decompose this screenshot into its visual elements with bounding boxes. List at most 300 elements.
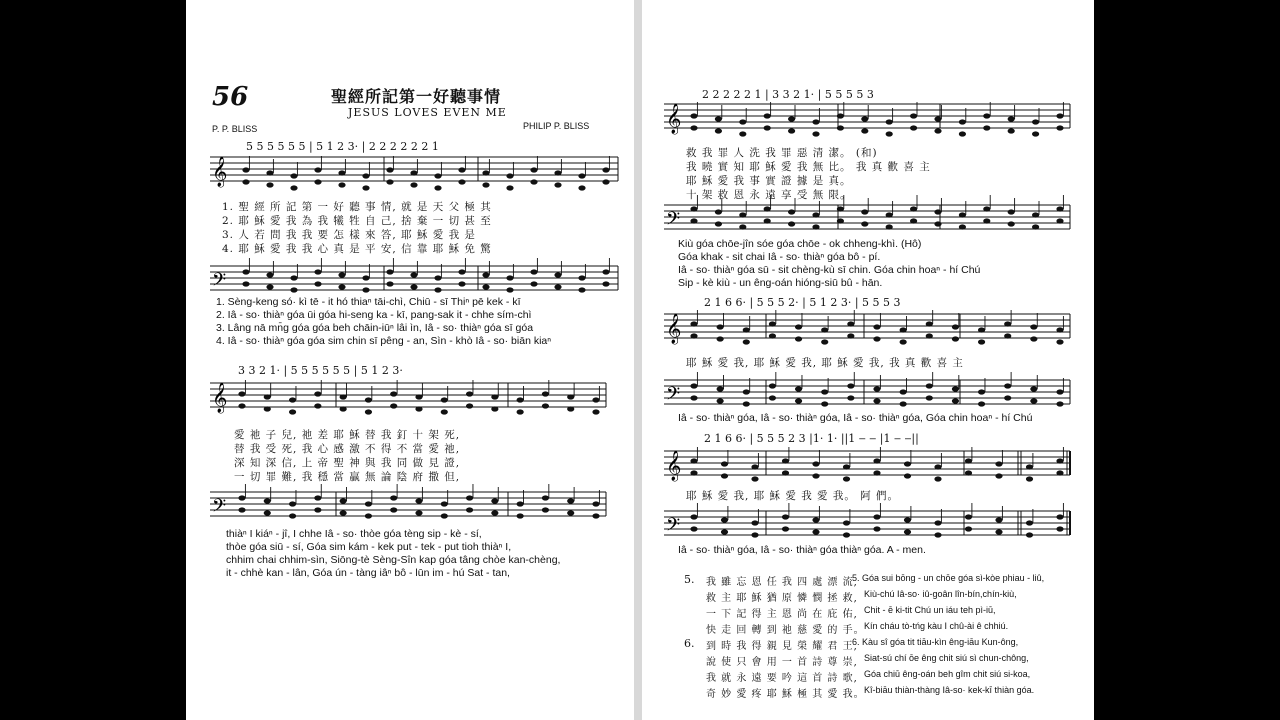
note-head	[1056, 389, 1063, 394]
note-head	[788, 128, 795, 133]
note-head	[751, 476, 758, 481]
bass-clef-icon-4: 𝄢	[666, 384, 681, 409]
note-head	[542, 495, 549, 500]
note-head	[837, 206, 844, 211]
system1-numbers: 5 5 5 5 5 5 | 5 1 2 3· | 2 2 2 2 2 2 1	[246, 140, 439, 153]
note-head	[365, 409, 372, 414]
note-head	[602, 281, 609, 286]
note-head	[289, 397, 296, 402]
system1-chinese-2: 2. 耶 穌 愛 我 為 我 犧 牲 自 己, 捨 棄 一 切 甚 至	[222, 215, 492, 227]
note-head	[314, 507, 321, 512]
bass-clef-icon-5: 𝄢	[666, 515, 681, 540]
note-head	[386, 167, 393, 172]
system3-numbers: 2 2 2 2 2 1 | 3 3 2 1· | 5 5 5 5 3	[702, 88, 874, 101]
note-head	[690, 458, 697, 463]
note-head	[690, 383, 697, 388]
note-head	[365, 501, 372, 506]
note-head	[242, 269, 249, 274]
note-head	[861, 209, 868, 214]
note-head	[837, 218, 844, 223]
note-head	[338, 170, 345, 175]
note-head	[769, 321, 776, 326]
note-head	[338, 182, 345, 187]
treble-clef-icon-2: 𝄞	[212, 383, 228, 413]
note-head	[743, 339, 750, 344]
note-head	[904, 473, 911, 478]
note-head	[952, 398, 959, 403]
system3-chinese-2: 我 曉 實 知 耶 穌 愛 我 無 比。 我 真 歡 喜 主	[686, 161, 931, 173]
note-head	[782, 526, 789, 531]
note-head	[1032, 119, 1039, 124]
note-head	[995, 529, 1002, 534]
note-head	[904, 461, 911, 466]
note-head	[886, 119, 893, 124]
note-head	[873, 336, 880, 341]
verse6-chinese-1: 到 時 我 得 親 見 榮 耀 君 王,	[706, 641, 858, 652]
note-head	[910, 113, 917, 118]
note-head	[861, 116, 868, 121]
note-head	[458, 179, 465, 184]
note-head	[314, 269, 321, 274]
note-head	[567, 394, 574, 399]
note-head	[1056, 458, 1063, 463]
note-head	[873, 386, 880, 391]
note-head	[690, 321, 697, 326]
note-head	[491, 510, 498, 515]
note-head	[567, 406, 574, 411]
system2-chinese-4: 一 切 罪 難, 我 穩 當 贏 無 論 陰 府 撒 但,	[234, 471, 461, 483]
note-head	[788, 209, 795, 214]
note-head	[812, 461, 819, 466]
left-staves	[186, 0, 634, 720]
bass-clef-icon: 𝄢	[212, 270, 227, 295]
note-head	[769, 383, 776, 388]
note-head	[266, 284, 273, 289]
verse6-roman-3: Góa chiū êng-oán beh gîm chit siú si-koa,	[864, 669, 1031, 679]
note-head	[690, 125, 697, 130]
note-head	[466, 391, 473, 396]
verse6-roman-4: Kî-biāu thiàn-thàng Iâ-so· kek-kī thiàn góa.	[864, 685, 1035, 695]
hymn-title-chinese: 聖經所記第一好聽事情	[331, 87, 502, 106]
note-head	[847, 321, 854, 326]
note-head	[466, 507, 473, 512]
note-head	[1056, 526, 1063, 531]
note-head	[592, 397, 599, 402]
note-head	[517, 501, 524, 506]
note-head	[721, 529, 728, 534]
note-head	[690, 395, 697, 400]
note-head	[764, 218, 771, 223]
note-head	[592, 513, 599, 518]
note-head	[1026, 476, 1033, 481]
verse5-number: 5.	[684, 573, 695, 586]
note-head	[843, 520, 850, 525]
note-head	[410, 284, 417, 289]
note-head	[983, 113, 990, 118]
note-head	[491, 394, 498, 399]
note-head	[340, 498, 347, 503]
note-head	[390, 495, 397, 500]
system1-chinese-4: 4. 耶 穌 愛 我 我 心 真 是 平 安, 信 靠 耶 穌 免 驚	[222, 243, 492, 255]
note-head	[690, 526, 697, 531]
note-head	[873, 458, 880, 463]
note-head	[812, 119, 819, 124]
note-head	[578, 173, 585, 178]
note-head	[415, 394, 422, 399]
verse5-roman-2: Kiù-chú Iâ-so· iû-goân lîn-bín,chín-kiù,	[864, 589, 1017, 599]
note-head	[567, 510, 574, 515]
verse5-chinese-1: 我 雖 忘 恩 任 我 四 處 漂 流,	[706, 577, 858, 588]
note-head	[782, 458, 789, 463]
note-head	[717, 336, 724, 341]
note-head	[542, 507, 549, 512]
note-head	[264, 498, 271, 503]
note-head	[554, 170, 561, 175]
system2-chinese-1: 愛 祂 子 兒, 祂 差 耶 穌 替 我 釘 十 架 死,	[234, 429, 461, 441]
note-head	[386, 281, 393, 286]
note-head	[264, 394, 271, 399]
system4-roman: Iâ - so· thiàⁿ góa, Iâ - so· thiàⁿ góa, Iâ - so· thiàⁿ góa, Góa chin hoaⁿ - hí Chú	[678, 412, 1033, 424]
note-head	[782, 470, 789, 475]
note-head	[290, 275, 297, 280]
note-head	[978, 389, 985, 394]
note-head	[715, 221, 722, 226]
note-head	[506, 287, 513, 292]
system1-roman-4: 4. Iâ - so· thiàⁿ góa góa sim chin sī pêng - an, Sìn - khò Iâ - so· biān kiaⁿ	[216, 335, 552, 347]
note-head	[821, 389, 828, 394]
note-head	[530, 269, 537, 274]
note-head	[959, 131, 966, 136]
note-head	[843, 532, 850, 537]
note-head	[1030, 336, 1037, 341]
note-head	[900, 389, 907, 394]
note-head	[482, 284, 489, 289]
note-head	[837, 113, 844, 118]
system3-treble-staff	[664, 104, 1070, 128]
note-head	[764, 113, 771, 118]
note-head	[983, 218, 990, 223]
system4-numbers: 2 1 6 6· | 5 5 5 2· | 5 1 2 3· | 5 5 5 3	[704, 296, 901, 309]
note-head	[983, 206, 990, 211]
verse6-roman-2: Siat-sú chí ōe êng chit siú sì chun-chông,	[864, 653, 1029, 663]
note-head	[739, 131, 746, 136]
note-head	[458, 281, 465, 286]
note-head	[965, 526, 972, 531]
note-head	[466, 403, 473, 408]
system3-roman-1: Kiù góa chōe-jîn sóe góa chōe - ok chheng-khì. (Hô)	[678, 238, 922, 250]
note-head	[926, 321, 933, 326]
note-head	[441, 397, 448, 402]
note-head	[314, 391, 321, 396]
note-head	[837, 125, 844, 130]
note-head	[934, 221, 941, 226]
note-head	[482, 170, 489, 175]
note-head	[721, 461, 728, 466]
note-head	[238, 495, 245, 500]
note-head	[965, 458, 972, 463]
system3-chinese-1: 救 我 罪 人 洗 我 罪 惡 清 潔。 (和)	[686, 147, 878, 159]
note-head	[995, 473, 1002, 478]
note-head	[506, 185, 513, 190]
note-head	[517, 397, 524, 402]
system2-numbers: 3 3 2 1· | 5 5 5 5 5 5 | 5 1 2 3·	[238, 364, 403, 377]
verse5-chinese-3: 一 下 記 得 主 恩 尚 在 庇 佑,	[706, 609, 858, 620]
note-head	[362, 287, 369, 292]
note-head	[410, 170, 417, 175]
note-head	[390, 403, 397, 408]
hymn-title-english: JESUS LOVES EVEN ME	[348, 106, 507, 119]
note-head	[812, 517, 819, 522]
system2-roman-3: chhim chai chhim-sìn, Siōng-tè Sèng-Sîn kap góa tâng chòe kan-chèng,	[226, 554, 561, 566]
system1-treble-staff	[210, 157, 618, 181]
note-head	[959, 119, 966, 124]
note-head	[390, 391, 397, 396]
note-head	[491, 406, 498, 411]
note-head	[266, 182, 273, 187]
note-head	[1008, 116, 1015, 121]
verse5-chinese-2: 救 主 耶 穌 猶 原 憐 憫 拯 救,	[706, 593, 858, 604]
note-head	[340, 406, 347, 411]
note-head	[821, 401, 828, 406]
note-head	[861, 221, 868, 226]
system3-chinese-4: 十 架 救 恩 永 遠 享 受 無 限。	[686, 189, 852, 201]
system4-chinese: 耶 穌 愛 我, 耶 穌 愛 我, 耶 穌 愛 我, 我 真 歡 喜 主	[686, 357, 964, 369]
verse5-roman-3: Chit - ē ki-tit Chú un iáu teh pì-iū,	[864, 605, 996, 615]
note-head	[1056, 125, 1063, 130]
note-head	[715, 116, 722, 121]
note-head	[690, 218, 697, 223]
note-head	[289, 409, 296, 414]
note-head	[314, 495, 321, 500]
system2-roman-2: thòe góa siū - sí, Góa sim kám - kek put - tek - put tioh thiàⁿ I,	[226, 541, 512, 553]
note-head	[1056, 339, 1063, 344]
note-head	[812, 212, 819, 217]
note-head	[1056, 470, 1063, 475]
note-head	[934, 532, 941, 537]
note-head	[238, 507, 245, 512]
note-head	[873, 324, 880, 329]
note-head	[926, 333, 933, 338]
note-head	[795, 398, 802, 403]
note-head	[1030, 324, 1037, 329]
note-head	[978, 339, 985, 344]
note-head	[926, 395, 933, 400]
note-head	[289, 513, 296, 518]
note-head	[926, 383, 933, 388]
note-head	[1032, 131, 1039, 136]
note-head	[886, 131, 893, 136]
note-head	[1004, 333, 1011, 338]
note-head	[812, 224, 819, 229]
note-head	[530, 167, 537, 172]
note-head	[1004, 395, 1011, 400]
note-head	[242, 281, 249, 286]
note-head	[847, 333, 854, 338]
system3-chinese-3: 耶 穌 愛 我 事 實 證 據 是 真。	[686, 175, 852, 187]
note-head	[238, 403, 245, 408]
note-head	[592, 501, 599, 506]
system1-roman-3: 3. Lâng nā mn̄g góa góa beh chāin-iūⁿ lâi ìn, Iâ - so· thiàⁿ góa sī góa	[216, 322, 534, 334]
note-head	[934, 116, 941, 121]
note-head	[795, 386, 802, 391]
note-head	[751, 520, 758, 525]
note-head	[751, 464, 758, 469]
system2-roman-1: thiàⁿ I kiáⁿ - jî, I chhe Iâ - so· thòe góa tèng sip - kè - sí,	[226, 528, 482, 540]
note-head	[1056, 206, 1063, 211]
note-head	[415, 498, 422, 503]
note-head	[602, 269, 609, 274]
right-page	[642, 0, 1094, 720]
note-head	[910, 125, 917, 130]
note-head	[904, 529, 911, 534]
note-head	[1030, 386, 1037, 391]
system1-chinese-1: 1. 聖 經 所 記 第 一 好 聽 事 情, 就 是 天 父 極 其	[222, 201, 492, 213]
note-head	[578, 275, 585, 280]
note-head	[978, 327, 985, 332]
verse6-chinese-3: 我 就 永 遠 要 吟 這 首 詩 歌,	[706, 673, 858, 684]
note-head	[1056, 113, 1063, 118]
note-head	[900, 401, 907, 406]
note-head	[1026, 464, 1033, 469]
note-head	[434, 185, 441, 190]
note-head	[1030, 398, 1037, 403]
note-head	[934, 128, 941, 133]
treble-clef-icon-3: 𝄞	[666, 104, 682, 134]
system5-chinese: 耶 穌 愛 我, 耶 穌 愛 我 愛 我。 阿 們。	[686, 490, 900, 502]
note-head	[1032, 224, 1039, 229]
note-head	[873, 470, 880, 475]
note-head	[517, 409, 524, 414]
note-head	[952, 386, 959, 391]
note-head	[934, 209, 941, 214]
note-head	[506, 173, 513, 178]
note-head	[242, 179, 249, 184]
note-head	[965, 514, 972, 519]
note-head	[788, 116, 795, 121]
note-head	[290, 287, 297, 292]
system5-roman: Iâ - so· thiàⁿ góa, Iâ - so· thiàⁿ góa thiàⁿ góa. A - men.	[678, 544, 926, 556]
note-head	[542, 403, 549, 408]
note-head	[441, 409, 448, 414]
note-head	[554, 272, 561, 277]
note-head	[362, 275, 369, 280]
left-page	[186, 0, 634, 720]
note-head	[1026, 520, 1033, 525]
verse6-chinese-2: 說 使 只 會 用 一 首 詩 尊 崇,	[706, 657, 858, 668]
note-head	[482, 272, 489, 277]
note-head	[812, 529, 819, 534]
verse5-roman-1: 5. Góa sui bōng - un chōe góa sì-kòe phiau - liû,	[852, 573, 1045, 583]
note-head	[717, 398, 724, 403]
note-head	[965, 470, 972, 475]
note-head	[238, 391, 245, 396]
note-head	[743, 327, 750, 332]
note-head	[466, 495, 473, 500]
note-head	[365, 513, 372, 518]
note-head	[390, 507, 397, 512]
note-head	[530, 179, 537, 184]
system1-roman-1: 1. Sèng-keng só· kì tē - it hó thiaⁿ tāi-chì, Chiū - sī Thiⁿ pē kek - kī	[216, 296, 521, 308]
note-head	[554, 182, 561, 187]
note-head	[554, 284, 561, 289]
note-head	[843, 464, 850, 469]
note-head	[769, 395, 776, 400]
note-head	[338, 284, 345, 289]
note-head	[1026, 532, 1033, 537]
note-head	[314, 403, 321, 408]
note-head	[717, 386, 724, 391]
note-head	[782, 514, 789, 519]
treble-clef-icon-4: 𝄞	[666, 314, 682, 344]
note-head	[1008, 128, 1015, 133]
note-head	[739, 224, 746, 229]
note-head	[721, 517, 728, 522]
note-head	[602, 179, 609, 184]
note-head	[1008, 209, 1015, 214]
note-head	[904, 517, 911, 522]
hymn-number: 56	[212, 82, 249, 112]
note-head	[690, 470, 697, 475]
note-head	[934, 476, 941, 481]
note-head	[340, 510, 347, 515]
note-head	[847, 395, 854, 400]
note-head	[952, 336, 959, 341]
note-head	[314, 167, 321, 172]
note-head	[362, 185, 369, 190]
note-head	[415, 406, 422, 411]
note-head	[458, 167, 465, 172]
note-head	[365, 397, 372, 402]
note-head	[415, 510, 422, 515]
note-head	[847, 383, 854, 388]
note-head	[886, 224, 893, 229]
note-head	[715, 209, 722, 214]
note-head	[362, 173, 369, 178]
note-head	[264, 406, 271, 411]
bass-clef-icon-3: 𝄢	[666, 209, 681, 234]
note-head	[995, 517, 1002, 522]
page-gutter	[634, 0, 642, 720]
note-head	[743, 389, 750, 394]
note-head	[690, 113, 697, 118]
note-head	[491, 498, 498, 503]
note-head	[264, 510, 271, 515]
note-head	[441, 501, 448, 506]
note-head	[482, 182, 489, 187]
note-head	[1004, 321, 1011, 326]
verse6-roman-1: 6. Kàu sî góa tit tiāu-kìn êng-iāu Kun-ông,	[852, 637, 1019, 647]
note-head	[910, 206, 917, 211]
note-head	[290, 185, 297, 190]
note-head	[340, 394, 347, 399]
note-head	[721, 473, 728, 478]
note-head	[1004, 383, 1011, 388]
note-head	[314, 179, 321, 184]
verse5-roman-4: Kín cháu tò-tńg kàu I chû-ài ê chhiú.	[864, 621, 1009, 631]
note-head	[266, 170, 273, 175]
note-head	[821, 327, 828, 332]
note-head	[290, 173, 297, 178]
system3-roman-2: Góa khak - sit chai Iâ - so· thiàⁿ góa bô - pí.	[678, 251, 881, 263]
note-head	[592, 409, 599, 414]
note-head	[434, 287, 441, 292]
note-head	[386, 179, 393, 184]
note-head	[1056, 218, 1063, 223]
note-head	[978, 401, 985, 406]
note-head	[314, 281, 321, 286]
system3-roman-4: Sip - kè kiù - un êng-oán hióng-siū bû - hān.	[678, 277, 883, 289]
note-head	[821, 339, 828, 344]
